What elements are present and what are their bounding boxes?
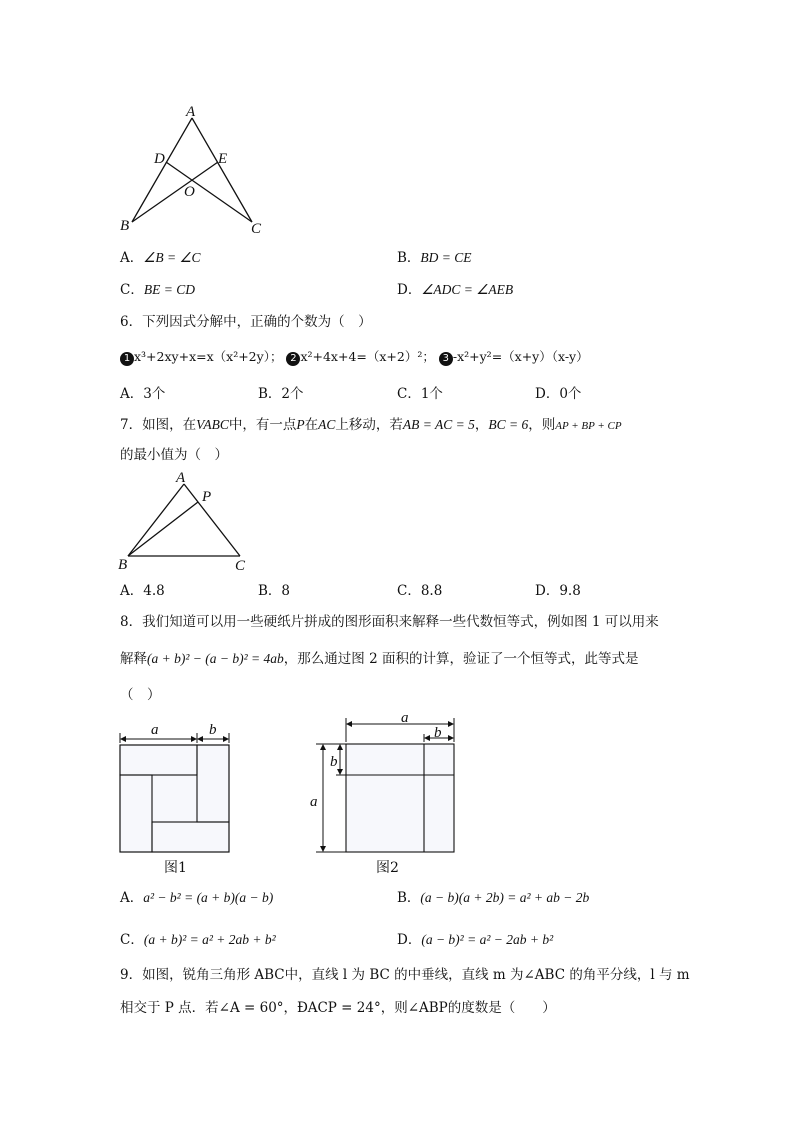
q8-figure-2 — [306, 708, 466, 883]
label-O: O — [184, 184, 195, 200]
q7-option-a[interactable]: A．4.8 — [120, 583, 165, 599]
fig2-label-a-top: a — [401, 710, 409, 726]
q7-option-b[interactable]: B．8 — [258, 583, 291, 599]
q5-option-b[interactable]: B．BD = CE — [397, 250, 472, 266]
q6-stem: 6．下列因式分解中，正确的个数为（ ） — [120, 314, 372, 330]
q5-option-d[interactable]: D．∠ADC = ∠AEB — [397, 282, 514, 298]
label-D: D — [154, 151, 165, 167]
fig1-label-b: b — [209, 722, 217, 738]
label-B: B — [120, 218, 130, 234]
q7-stem-line2: 的最小值为（ ） — [120, 447, 228, 463]
q8-figure-1 — [114, 715, 239, 880]
fig2-label-b-left: b — [330, 754, 338, 770]
q8-option-a[interactable]: A．a² − b² = (a + b)(a − b) — [120, 890, 274, 906]
fig1-label-a: a — [151, 722, 159, 738]
item-number-3: 3 — [439, 352, 453, 366]
fig1-caption: 图1 — [164, 860, 187, 876]
label-C: C — [251, 221, 262, 237]
fig2-label-b-top: b — [434, 725, 442, 741]
fig2-label-a-left: a — [310, 794, 318, 810]
line-BE — [132, 162, 218, 222]
fig2-caption: 图2 — [376, 860, 399, 876]
item-number-1: 1 — [120, 352, 134, 366]
q6-option-d[interactable]: D．0个 — [535, 386, 582, 402]
line-CD — [166, 162, 252, 222]
q6-option-a[interactable]: A．3个 — [120, 386, 166, 402]
q8-stem-line3: （ ） — [120, 687, 161, 703]
q7-stem-line1: 7．如图，在VABC中，有一点P在AC上移动，若AB = AC = 5，BC = 6，则AP + BP + CP — [120, 417, 622, 433]
q7-figure — [112, 470, 262, 575]
label-B: B — [118, 557, 128, 573]
q6-option-b[interactable]: B．2个 — [258, 386, 304, 402]
q6-option-c[interactable]: C．1个 — [397, 386, 443, 402]
q6-items: 1 x³+2xy+x=x（x²+2y）； 2 x²+4x+4=（x+2）²； 3 -x²+y²=（x+y）（x-y） — [120, 348, 589, 366]
q7-option-c[interactable]: C．8.8 — [397, 583, 443, 599]
q8-option-d[interactable]: D．(a − b)² = a² − 2ab + b² — [397, 932, 554, 948]
label-E: E — [218, 151, 228, 167]
q7-option-d[interactable]: D．9.8 — [535, 583, 581, 599]
line-AB — [132, 118, 192, 222]
label-P: P — [202, 489, 212, 505]
q9-stem-line2: 相交于 P 点．若∠A = 60°，ÐACP = 24°，则∠ABP的度数是（ ） — [120, 1000, 556, 1016]
q9-stem-line1: 9．如图，锐角三角形 ABC中，直线 l 为 BC 的中垂线，直线 m 为∠ABC 的角平分线，l 与 m — [120, 967, 690, 983]
q8-stem-line2: 解释(a + b)² − (a − b)² = 4ab，那么通过图 2 面积的计算，验证了一个恒等式，此等式是 — [120, 651, 639, 667]
line-AC — [192, 118, 252, 222]
q8-option-b[interactable]: B．(a − b)(a + 2b) = a² + ab − 2b — [397, 890, 590, 906]
line-AC — [184, 484, 240, 556]
label-A: A — [176, 470, 186, 486]
fig2-outer-square — [346, 744, 454, 852]
label-A: A — [186, 104, 196, 120]
q8-option-c[interactable]: C．(a + b)² = a² + 2ab + b² — [120, 932, 276, 948]
item-number-2: 2 — [286, 352, 300, 366]
q5-option-c[interactable]: C．BE = CD — [120, 282, 195, 298]
q8-stem-line1: 8．我们知道可以用一些硬纸片拼成的图形面积来解释一些代数恒等式，例如图 1 可以用来 — [120, 614, 659, 630]
q5-figure — [110, 100, 280, 240]
label-C: C — [235, 558, 246, 574]
fig1-outer-square — [120, 745, 229, 852]
q5-option-a[interactable]: A．∠B = ∠C — [120, 250, 201, 266]
